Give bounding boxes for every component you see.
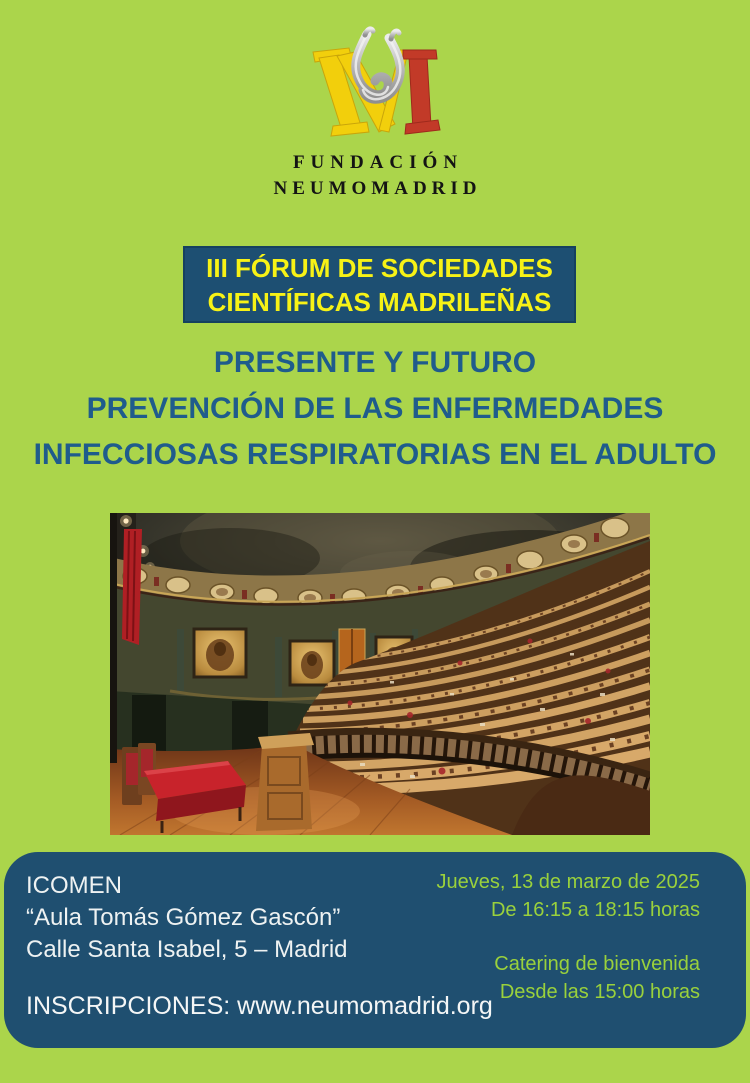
neumomadrid-logo	[0, 26, 750, 201]
inscriptions-line: INSCRIPCIONES: www.neumomadrid.org	[26, 992, 493, 1020]
auditorium-photo-image	[110, 513, 650, 835]
venue-block	[26, 870, 348, 966]
title-line2: PREVENCIÓN DE LAS ENFERMEDADES	[86, 392, 664, 425]
catering-line: Catering de bienvenida	[494, 953, 700, 975]
title-line3: INFECCIOSAS RESPIRATORIAS EN EL ADULTO	[33, 438, 717, 471]
schedule-spacer	[436, 924, 700, 950]
logo-org-name-line1: FUNDACIÓN	[292, 152, 464, 173]
schedule-block	[436, 868, 700, 1006]
venue-aula: “Aula Tomás Gómez Gascón”	[26, 904, 341, 931]
schedule-date: Jueves, 13 de marzo de 2025	[436, 871, 700, 893]
banner-line2: CIENTÍFICAS MADRILEÑAS	[207, 286, 552, 317]
catering-time: Desde las 15:00 horas	[499, 981, 700, 1003]
event-banner	[183, 246, 576, 323]
auditorium-photo	[110, 513, 650, 835]
venue-address: Calle Santa Isabel, 5 – Madrid	[26, 936, 348, 963]
neumomadrid-logo-icon	[308, 26, 442, 144]
title-line1: PRESENTE Y FUTURO	[213, 346, 537, 379]
banner-line1: III FÓRUM DE SOCIEDADES	[206, 252, 553, 283]
schedule-time: De 16:15 a 18:15 horas	[490, 899, 700, 921]
event-title	[0, 340, 750, 478]
footer-panel	[4, 852, 746, 1048]
logo-org-name-line2: NEUMOMADRID	[273, 178, 482, 199]
venue-name: ICOMEN	[26, 872, 122, 899]
